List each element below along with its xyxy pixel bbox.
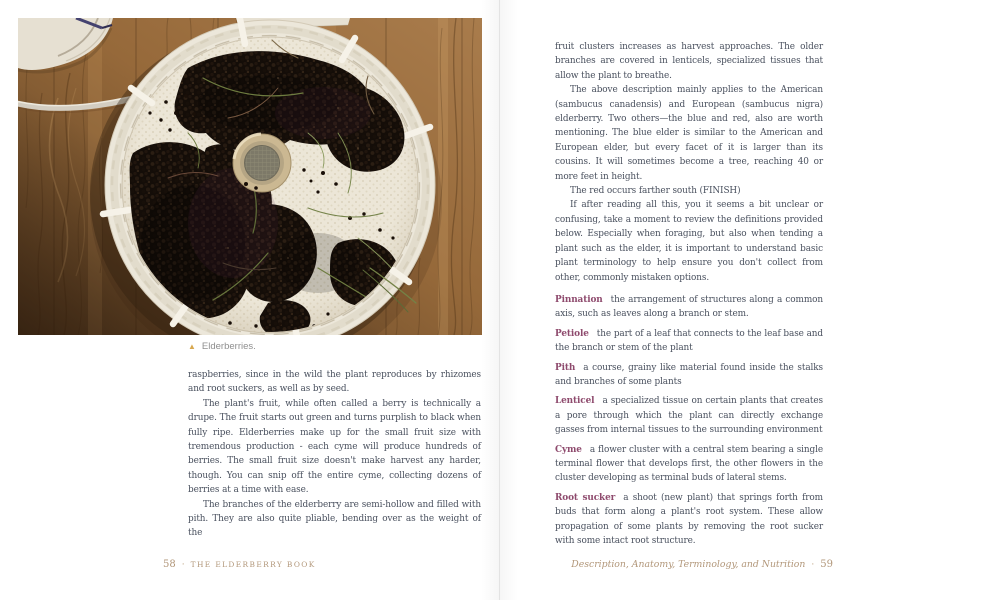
chapter-title: Description, Anatomy, Terminology, and Nutrition bbox=[571, 559, 806, 570]
left-page-footer bbox=[163, 552, 316, 571]
tray-center-vent bbox=[233, 134, 291, 192]
elderberries-photo bbox=[18, 18, 482, 335]
definition-term: Cyme bbox=[555, 444, 582, 455]
paragraph: raspberries, since in the wild the plant reproduces by rhizomes and root suckers, as well as by seed. bbox=[188, 370, 481, 395]
definition-term: Lenticel bbox=[555, 396, 595, 407]
photo-caption bbox=[188, 341, 481, 352]
book-title: THE ELDERBERRY BOOK bbox=[190, 560, 316, 569]
definition-item bbox=[555, 443, 823, 486]
definition-term: Pith bbox=[555, 362, 576, 373]
paragraph: If after reading all this, you it seems a bit unclear or confusing, take a moment to review the definitions provided below. Especially when foraging, but also when tending a plant such as the elder, it is important to understand basic plant terminology to help ensure you don't collect from other, commonly mistaken options. bbox=[555, 200, 823, 283]
definition-item bbox=[555, 491, 823, 549]
paragraph: The above description mainly applies to the American (sambucus canadensis) and European (sambucus nigra) elderberry. Two others—the blue and red, also are worth mentioning. The blue elder is similar to the American and European elder, but every facet of it is larger than its cousins. It will sometimes become a tree, reaching 40 or more feet in height. bbox=[555, 85, 823, 182]
definition-item bbox=[555, 394, 823, 437]
page-number: 59 bbox=[820, 559, 833, 570]
definitions-list bbox=[555, 293, 823, 549]
footer-separator: · bbox=[181, 560, 185, 570]
definition-term: Pinnation bbox=[555, 294, 603, 305]
definition-item bbox=[555, 361, 823, 390]
definition-item bbox=[555, 327, 823, 356]
paragraph: The red occurs farther south (FINISH) bbox=[570, 186, 741, 197]
spine-shadow-right bbox=[500, 0, 518, 600]
definition-text: the part of a leaf that connects to the leaf base and the branch or stem of the plant bbox=[555, 328, 823, 354]
spine-divider bbox=[499, 0, 500, 600]
left-page-body bbox=[188, 368, 481, 541]
page-number: 58 bbox=[163, 559, 176, 570]
definition-item bbox=[555, 293, 823, 322]
definition-text: a course, grainy like material found inside the stalks and branches of some plants bbox=[555, 362, 823, 387]
paragraph: fruit clusters increases as harvest approaches. The older branches are covered in lenticels, specialized tissues that allow the plant to breathe. bbox=[555, 42, 823, 81]
definition-text: a flower cluster with a central stem bearing a single terminal flower that develops first, the other flowers in the cluster developing as terminal buds of lateral stems. bbox=[555, 444, 823, 484]
paragraph: The branches of the elderberry are semi-hollow and filled with pith. They are also quite pliable, bending over as the weight of the bbox=[188, 499, 481, 539]
definition-term: Petiole bbox=[555, 328, 589, 339]
definition-text: a specialized tissue on certain plants that creates a pore through which the plant can directly exchange gasses from internal tissues to the surrounding environment bbox=[555, 396, 823, 436]
right-page-footer bbox=[500, 552, 833, 571]
definition-text: the arrangement of structures along a common axis, such as leaves along a branch or stem. bbox=[555, 294, 823, 320]
right-page-body bbox=[555, 40, 823, 548]
definition-term: Root sucker bbox=[555, 492, 616, 503]
paragraph: The plant's fruit, while often called a berry is technically a drupe. The fruit starts out green and turns purplish to black when fully ripe. Elderberries make up for the small fruit size with tremendous production - each cyme will produce hundreds of berries. The small fruit size doesn't make harvest any harder, though. You can snip off the entire cyme, collecting dozens of berries at a time with ease. bbox=[188, 398, 481, 496]
caption-text: Elderberries. bbox=[201, 341, 256, 352]
caption-triangle-icon: ▲ bbox=[188, 342, 196, 351]
footer-separator: · bbox=[811, 560, 815, 570]
definition-text: a shoot (new plant) that springs forth from buds that form along a plant's root system. These allow propagation of some plants by removing the root sucker with some intact root structure. bbox=[555, 492, 823, 546]
spine-shadow-left bbox=[481, 0, 499, 600]
